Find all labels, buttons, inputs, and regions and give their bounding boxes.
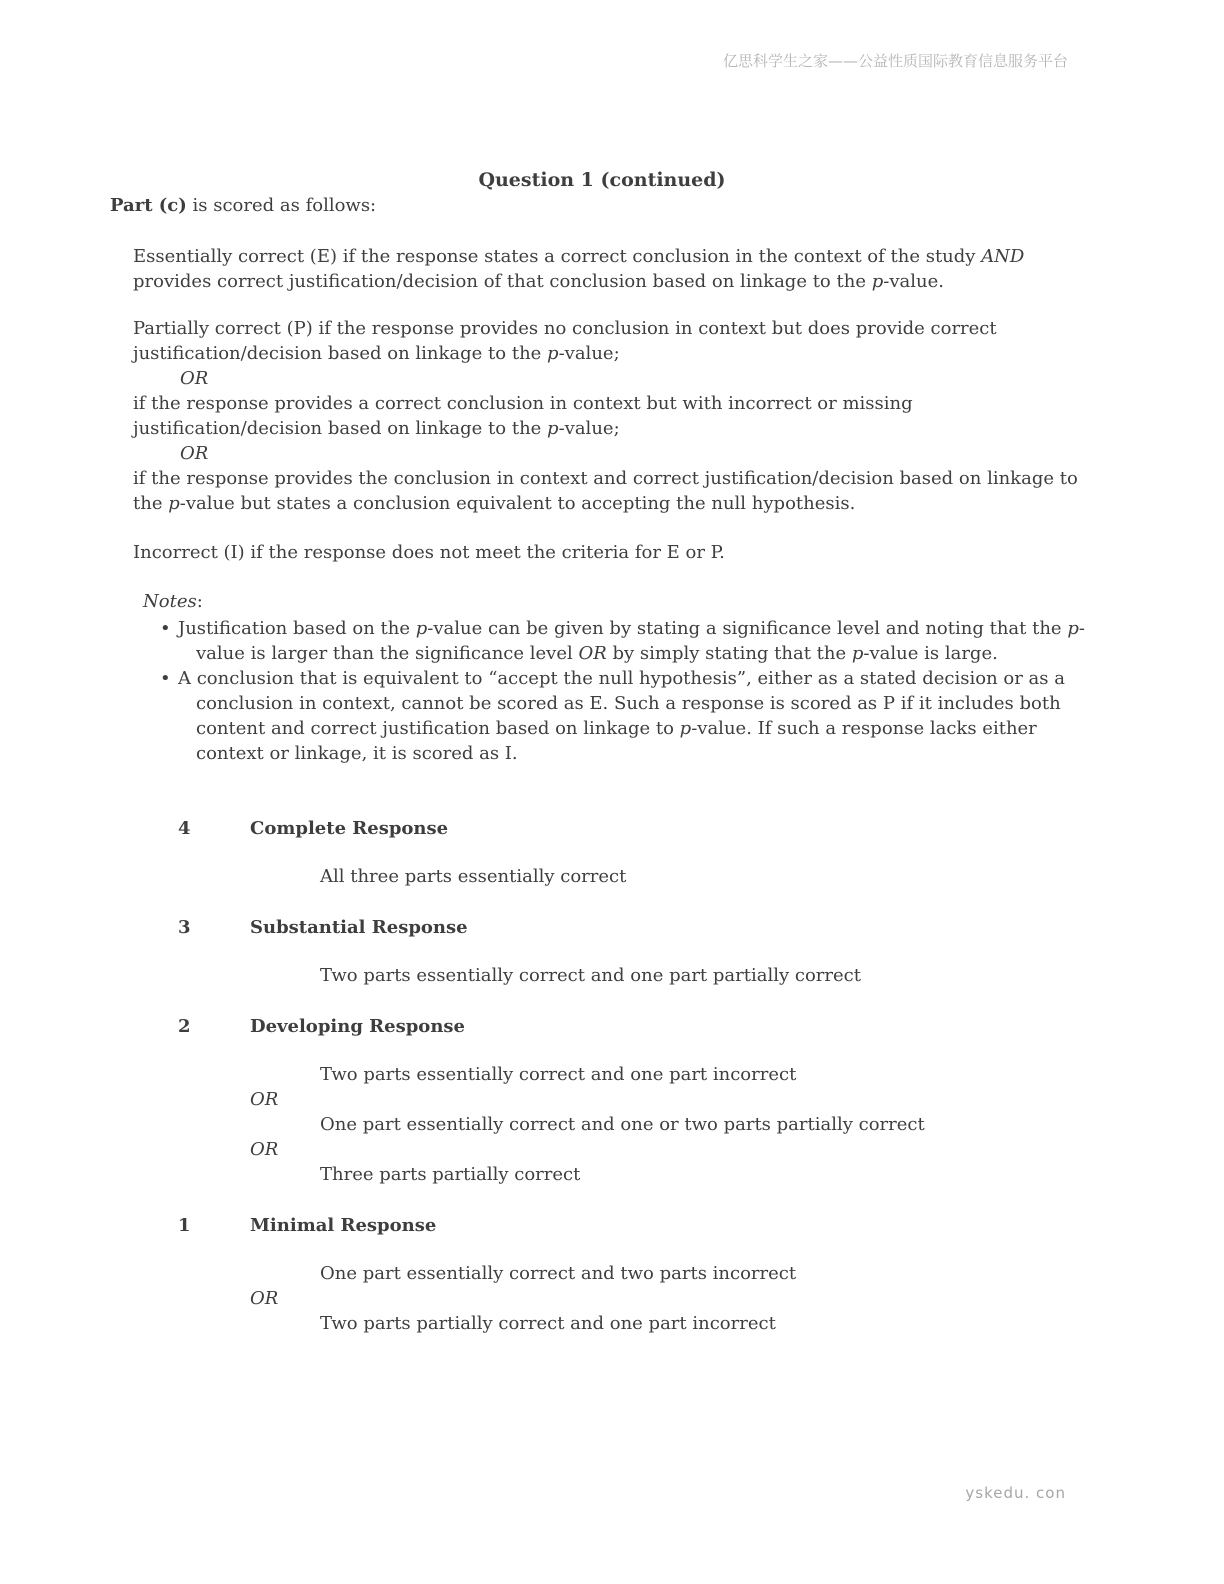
or-separator: OR: [250, 1288, 279, 1309]
score-heading-row: [178, 915, 1094, 940]
text-run: -value can be given by stating a significance level and noting that the: [427, 618, 1068, 639]
part-c-rest: is scored as follows:: [186, 195, 377, 216]
score-number: 4: [178, 818, 191, 839]
text-run-italic: p: [168, 493, 180, 514]
score-description: All three parts essentially correct: [320, 866, 627, 887]
text-run: by simply stating that the: [606, 643, 852, 664]
score-description: One part essentially correct and one or two parts partially correct: [320, 1114, 925, 1135]
text-run-italic: p: [415, 618, 428, 639]
or-separator: OR: [250, 1139, 279, 1160]
notes-list: [110, 616, 1094, 766]
text-run-italic: p: [679, 718, 692, 739]
score-heading: Minimal Response: [250, 1215, 437, 1236]
text-run-italic: p: [851, 643, 864, 664]
score-item-2: [178, 1014, 1094, 1187]
text-run: Justification based on the: [178, 618, 416, 639]
bullet-icon: •: [160, 668, 171, 689]
note-bullet-2: [110, 666, 1094, 766]
note-bullet-1: [110, 616, 1094, 666]
score-heading: Developing Response: [250, 1016, 465, 1037]
footer-site-text: yskedu. con: [965, 1484, 1066, 1502]
notes-colon: :: [196, 591, 203, 612]
text-run: Partially correct (P) if the response provides no conclusion in context but does provide correct justification/decision based on linkage to the: [133, 318, 997, 364]
notes-word: Notes: [143, 591, 197, 612]
text-run: -value is larger than the significance level: [196, 618, 1085, 664]
part-c-label: Part (c): [110, 195, 187, 216]
score-description: Two parts essentially correct and one part partially correct: [320, 965, 861, 986]
score-heading-row: [178, 1213, 1094, 1238]
score-heading: Complete Response: [250, 818, 449, 839]
text-run-italic: p: [547, 343, 559, 364]
partially-correct-clause-2: [133, 391, 1094, 441]
score-number: 3: [178, 917, 191, 938]
text-run: Essentially correct (E) if the response states a correct conclusion in the context of the study: [133, 246, 982, 267]
partially-correct-clause-3: [133, 466, 1094, 516]
score-description: Two parts essentially correct and one part incorrect: [320, 1064, 797, 1085]
score-item-1: [178, 1213, 1094, 1336]
text-run: -value. If such a response lacks either context or linkage, it is scored as I.: [196, 718, 1037, 764]
or-separator: OR: [180, 368, 209, 389]
notes-heading: [143, 589, 1094, 614]
scoring-scale: [110, 816, 1094, 1336]
partially-correct-clause-1: [133, 316, 1094, 366]
text-run: -value is large.: [863, 643, 998, 664]
text-run-italic: AND: [981, 246, 1025, 267]
criterion-partially-correct: [133, 316, 1094, 516]
score-heading: Substantial Response: [250, 917, 468, 938]
document-content: [110, 168, 1094, 1336]
text-run-italic: OR: [578, 643, 607, 664]
page-title: Question 1 (continued): [478, 169, 726, 191]
text-run: -value;: [558, 418, 620, 439]
text-run-italic: p: [1067, 618, 1079, 639]
text-run: if the response provides a correct conclusion in context but with incorrect or missing justification/decision based on linkage to the: [133, 393, 913, 439]
score-item-3: [178, 915, 1094, 988]
text-run: -value;: [558, 343, 620, 364]
score-description: Two parts partially correct and one part incorrect: [320, 1313, 776, 1334]
score-number: 1: [178, 1215, 191, 1236]
text-run-italic: p: [547, 418, 559, 439]
score-number: 2: [178, 1016, 191, 1037]
text-run: -value.: [883, 271, 944, 292]
text-run: if the response provides the conclusion in context and correct justification/decision based on linkage to the: [133, 468, 1078, 514]
criterion-essentially-correct: [133, 244, 1094, 294]
or-separator: OR: [250, 1089, 279, 1110]
criterion-incorrect: Incorrect (I) if the response does not meet the criteria for E or P.: [133, 542, 725, 563]
text-run: provides correct justification/decision of that conclusion based on linkage to the: [133, 271, 872, 292]
score-description: One part essentially correct and two parts incorrect: [320, 1263, 797, 1284]
score-heading-row: [178, 1014, 1094, 1039]
or-separator: OR: [180, 443, 209, 464]
part-c-line: [110, 193, 1094, 218]
score-heading-row: [178, 816, 1094, 841]
score-item-4: [178, 816, 1094, 889]
text-run-italic: p: [871, 271, 884, 292]
score-description: Three parts partially correct: [320, 1164, 581, 1185]
bullet-icon: •: [160, 618, 171, 639]
text-run: -value but states a conclusion equivalent to accepting the null hypothesis.: [179, 493, 856, 514]
text-run: A conclusion that is equivalent to “accept the null hypothesis”, either as a stated decision or as a conclusion in context, cannot be scored as E. Such a response is scored as P if it includes both content and correct justification based on linkage to: [178, 668, 1065, 739]
watermark-text: 亿思科学生之家——公益性质国际教育信息服务平台: [722, 52, 1068, 70]
